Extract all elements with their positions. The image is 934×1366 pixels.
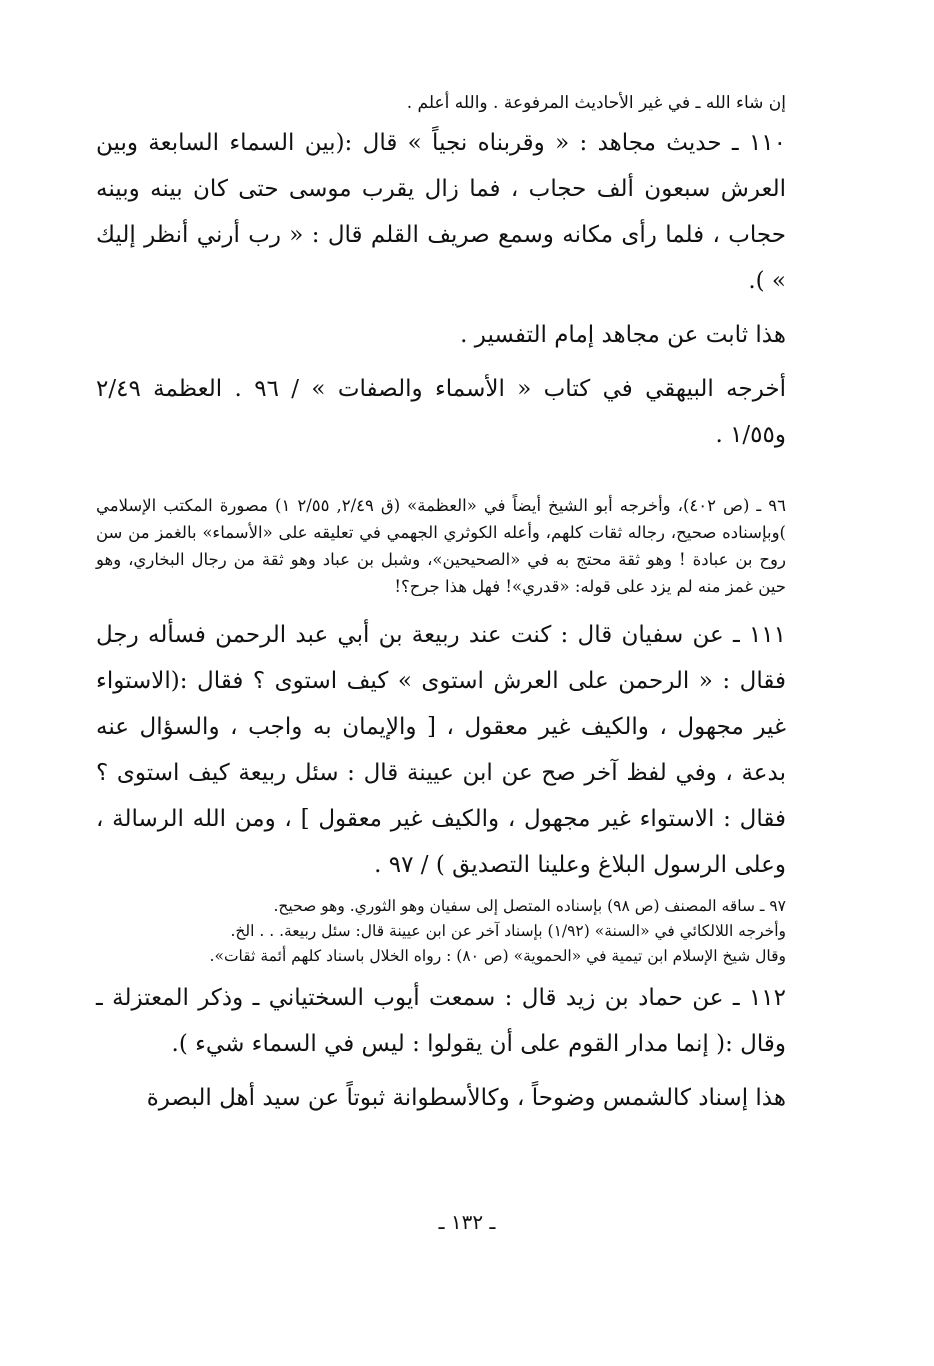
entry-110: ١١٠ ـ حديث مجاهد : « وقربناه نجياً » قال :(بين السماء السابعة وبين العرش سبعون ألف حجاب ، فما زال يقرب موسى حتى كان بينه وبينه حجاب ، فلما رأى مكانه وسمع صريف القلم قال : « رب أرني أنظر إليك » ). (96, 130, 786, 294)
footnote-97-line: وقال شيخ الإسلام ابن تيمية في «الحموية» (ص ٨٠) : رواه الخلال باسناد كلهم أئمة ثقات». (209, 947, 786, 965)
source-110: أخرجه البيهقي في كتاب « الأسماء والصفات » / ٩٦ . العظمة ٢/٤٩ و١/٥٥ . (96, 376, 787, 448)
page-number: ـ ١٣٢ ـ (438, 1210, 496, 1234)
footnote-separator-space (96, 458, 786, 492)
footnote-96: ٩٦ ـ (ص ٤٠٢)، وأخرجه أبو الشيخ أيضاً في «العظمة» (ق ٢/٤٩, ٢/٥٥ ١) مصورة المكتب الإسلامي )وبإسناده صحيح، رجاله ثقات كلهم، وأعله الكوثري الجهمي في تعليقه على «الأسماء» بالغمز من سن روح بن عبادة ! وهو ثقة محتج به في «الصحيحين»، وشبل بن عباد وهو ثقة من رجال البخاري، وهو حين غمز منه لم يزد على قوله: «قدري»! فهل هذا جرح؟! (96, 496, 786, 596)
comment-110: هذا ثابت عن مجاهد إمام التفسير . (460, 322, 786, 348)
footnote-97-line: ٩٧ ـ ساقه المصنف (ص ٩٨) بإسناده المتصل إلى سفيان وهو الثوري. وهو صحيح. (273, 897, 786, 915)
continuation-line: إن شاء الله ـ في غير الأحاديث المرفوعة . والله أعلم . (406, 93, 786, 113)
book-page (96, 88, 786, 1348)
footnote-97-line: وأخرجه اللالكائي في «السنة» (١/٩٢) بإسناد آخر عن ابن عيينة قال: سئل ربيعة. . . الخ. (230, 922, 786, 940)
entry-112: ١١٢ ـ عن حماد بن زيد قال : سمعت أيوب السختياني ـ وذكر المعتزلة ـ وقال :( إنما مدار القوم على أن يقولوا : ليس في السماء شيء ). (96, 985, 786, 1057)
footnote-97 (96, 894, 786, 969)
comment-112: هذا إسناد كالشمس وضوحاً ، وكالأسطوانة ثبوتاً عن سيد أهل البصرة (146, 1085, 786, 1111)
entry-111: ١١١ ـ عن سفيان قال : كنت عند ربيعة بن أبي عبد الرحمن فسأله رجل فقال : « الرحمن على العرش استوى » كيف استوى ؟ فقال :(الاستواء غير مجهول ، والكيف غير معقول ، [ والإيمان به واجب ، والسؤال عنه بدعة ، وفي لفظ آخر صح عن ابن عيينة قال : سئل ربيعة كيف استوى ؟ فقال : الاستواء غير مجهول ، والكيف غير معقول ] ، ومن الله الرسالة ، وعلى الرسول البلاغ وعلينا التصديق ) / ٩٧ . (96, 622, 786, 878)
